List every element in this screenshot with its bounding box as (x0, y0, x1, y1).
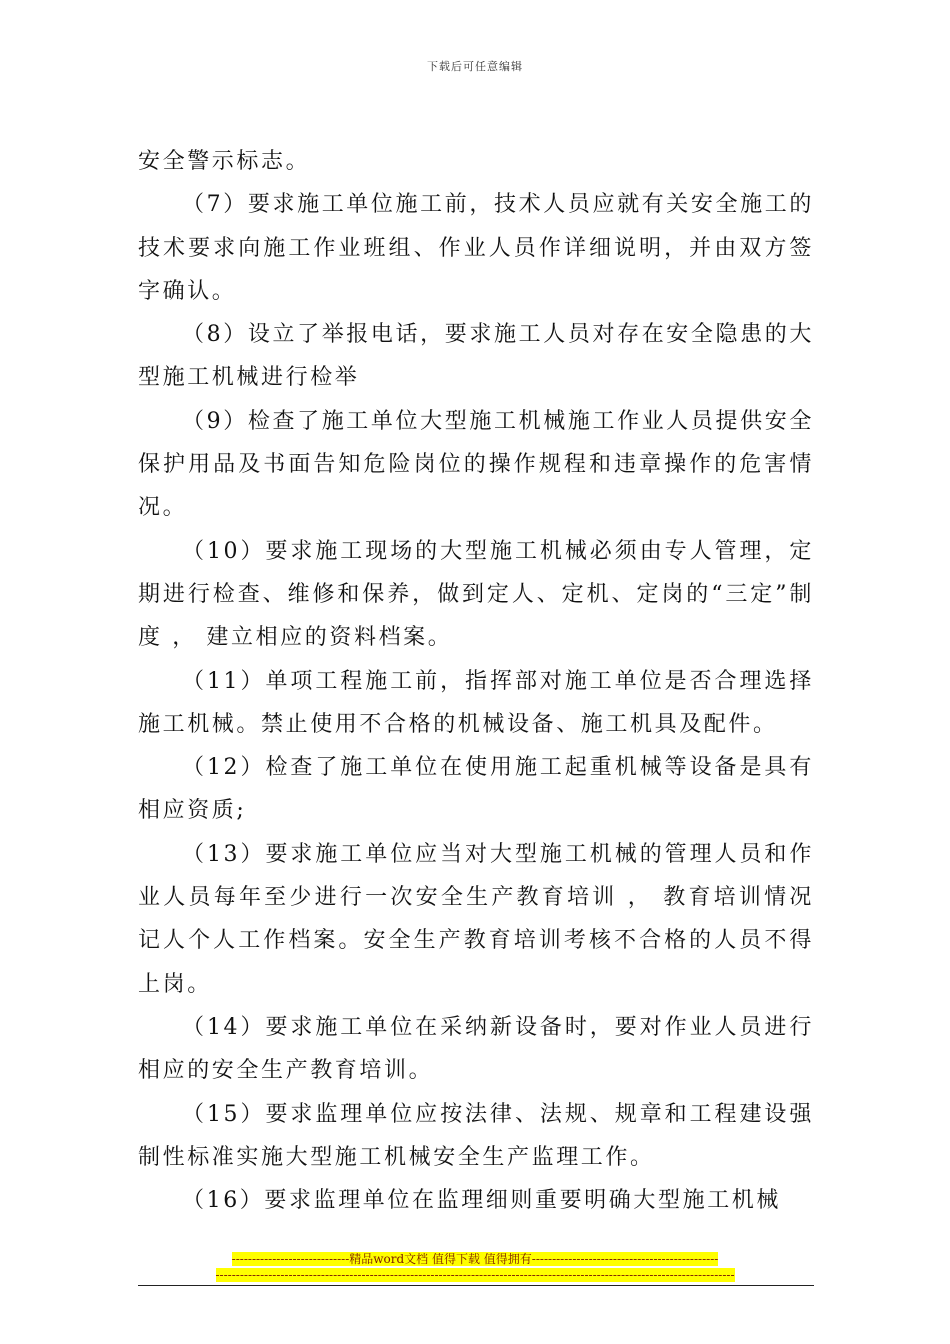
paragraph-12: （12）检查了施工单位在使用施工起重机械等设备是具有相应资质; (138, 755, 814, 824)
paragraph-8: （8）设立了举报电话，要求施工人员对存在安全隐患的大型施工机械进行检举 (138, 322, 814, 391)
footer-dash-line (0, 1268, 950, 1283)
page-header: 下载后可任意编辑 (427, 60, 523, 73)
paragraph-10: （10）要求施工现场的大型施工机械必须由专人管理，定期进行检查、维修和保养，做到定人、定机、定岗的“三定”制度 ， 建立相应的资料档案。 (138, 538, 814, 651)
paragraph-11: （11）单项工程施工前，指挥部对施工单位是否合理选择施工机械。禁止使用不合格的机械设备、施工机具及配件。 (138, 668, 814, 737)
footer-rule (138, 1285, 814, 1286)
footer-banner-text: -----------------------------精品word文档 值得下载 值得拥有---------------------------------------------- (231, 1252, 719, 1266)
paragraph-14: （14）要求施工单位在采纳新设备时，要对作业人员进行相应的安全生产教育培训。 (138, 1014, 814, 1084)
paragraph-0: 安全警示标志。 (138, 149, 311, 174)
paragraph-13: （13）要求施工单位应当对大型施工机械的管理人员和作业人员每年至少进行一次安全生产教育培训 ， 教育培训情况记人个人工作档案。安全生产教育培训考核不合格的人员不得上岗。 (138, 841, 814, 997)
footer-dash-text: -------------------------------------------------------------------------------------------------------------------------------- (215, 1268, 735, 1282)
paragraph-7: （7）要求施工单位施工前，技术人员应就有关安全施工的技术要求向施工作业班组、作业人员作详细说明，并由双方签字确认。 (138, 192, 814, 304)
paragraph-16: （16）要求监理单位在监理细则重要明确大型施工机械 (182, 1188, 781, 1214)
document-body (138, 140, 814, 1222)
footer-banner (0, 1252, 950, 1267)
paragraph-9: （9）检查了施工单位大型施工机械施工作业人员提供安全保护用品及书面告知危险岗位的操作规程和违章操作的危害情况。 (138, 408, 814, 521)
paragraph-15: （15）要求监理单位应按法律、法规、规章和工程建设强制性标准实施大型施工机械安全生产监理工作。 (138, 1101, 814, 1170)
